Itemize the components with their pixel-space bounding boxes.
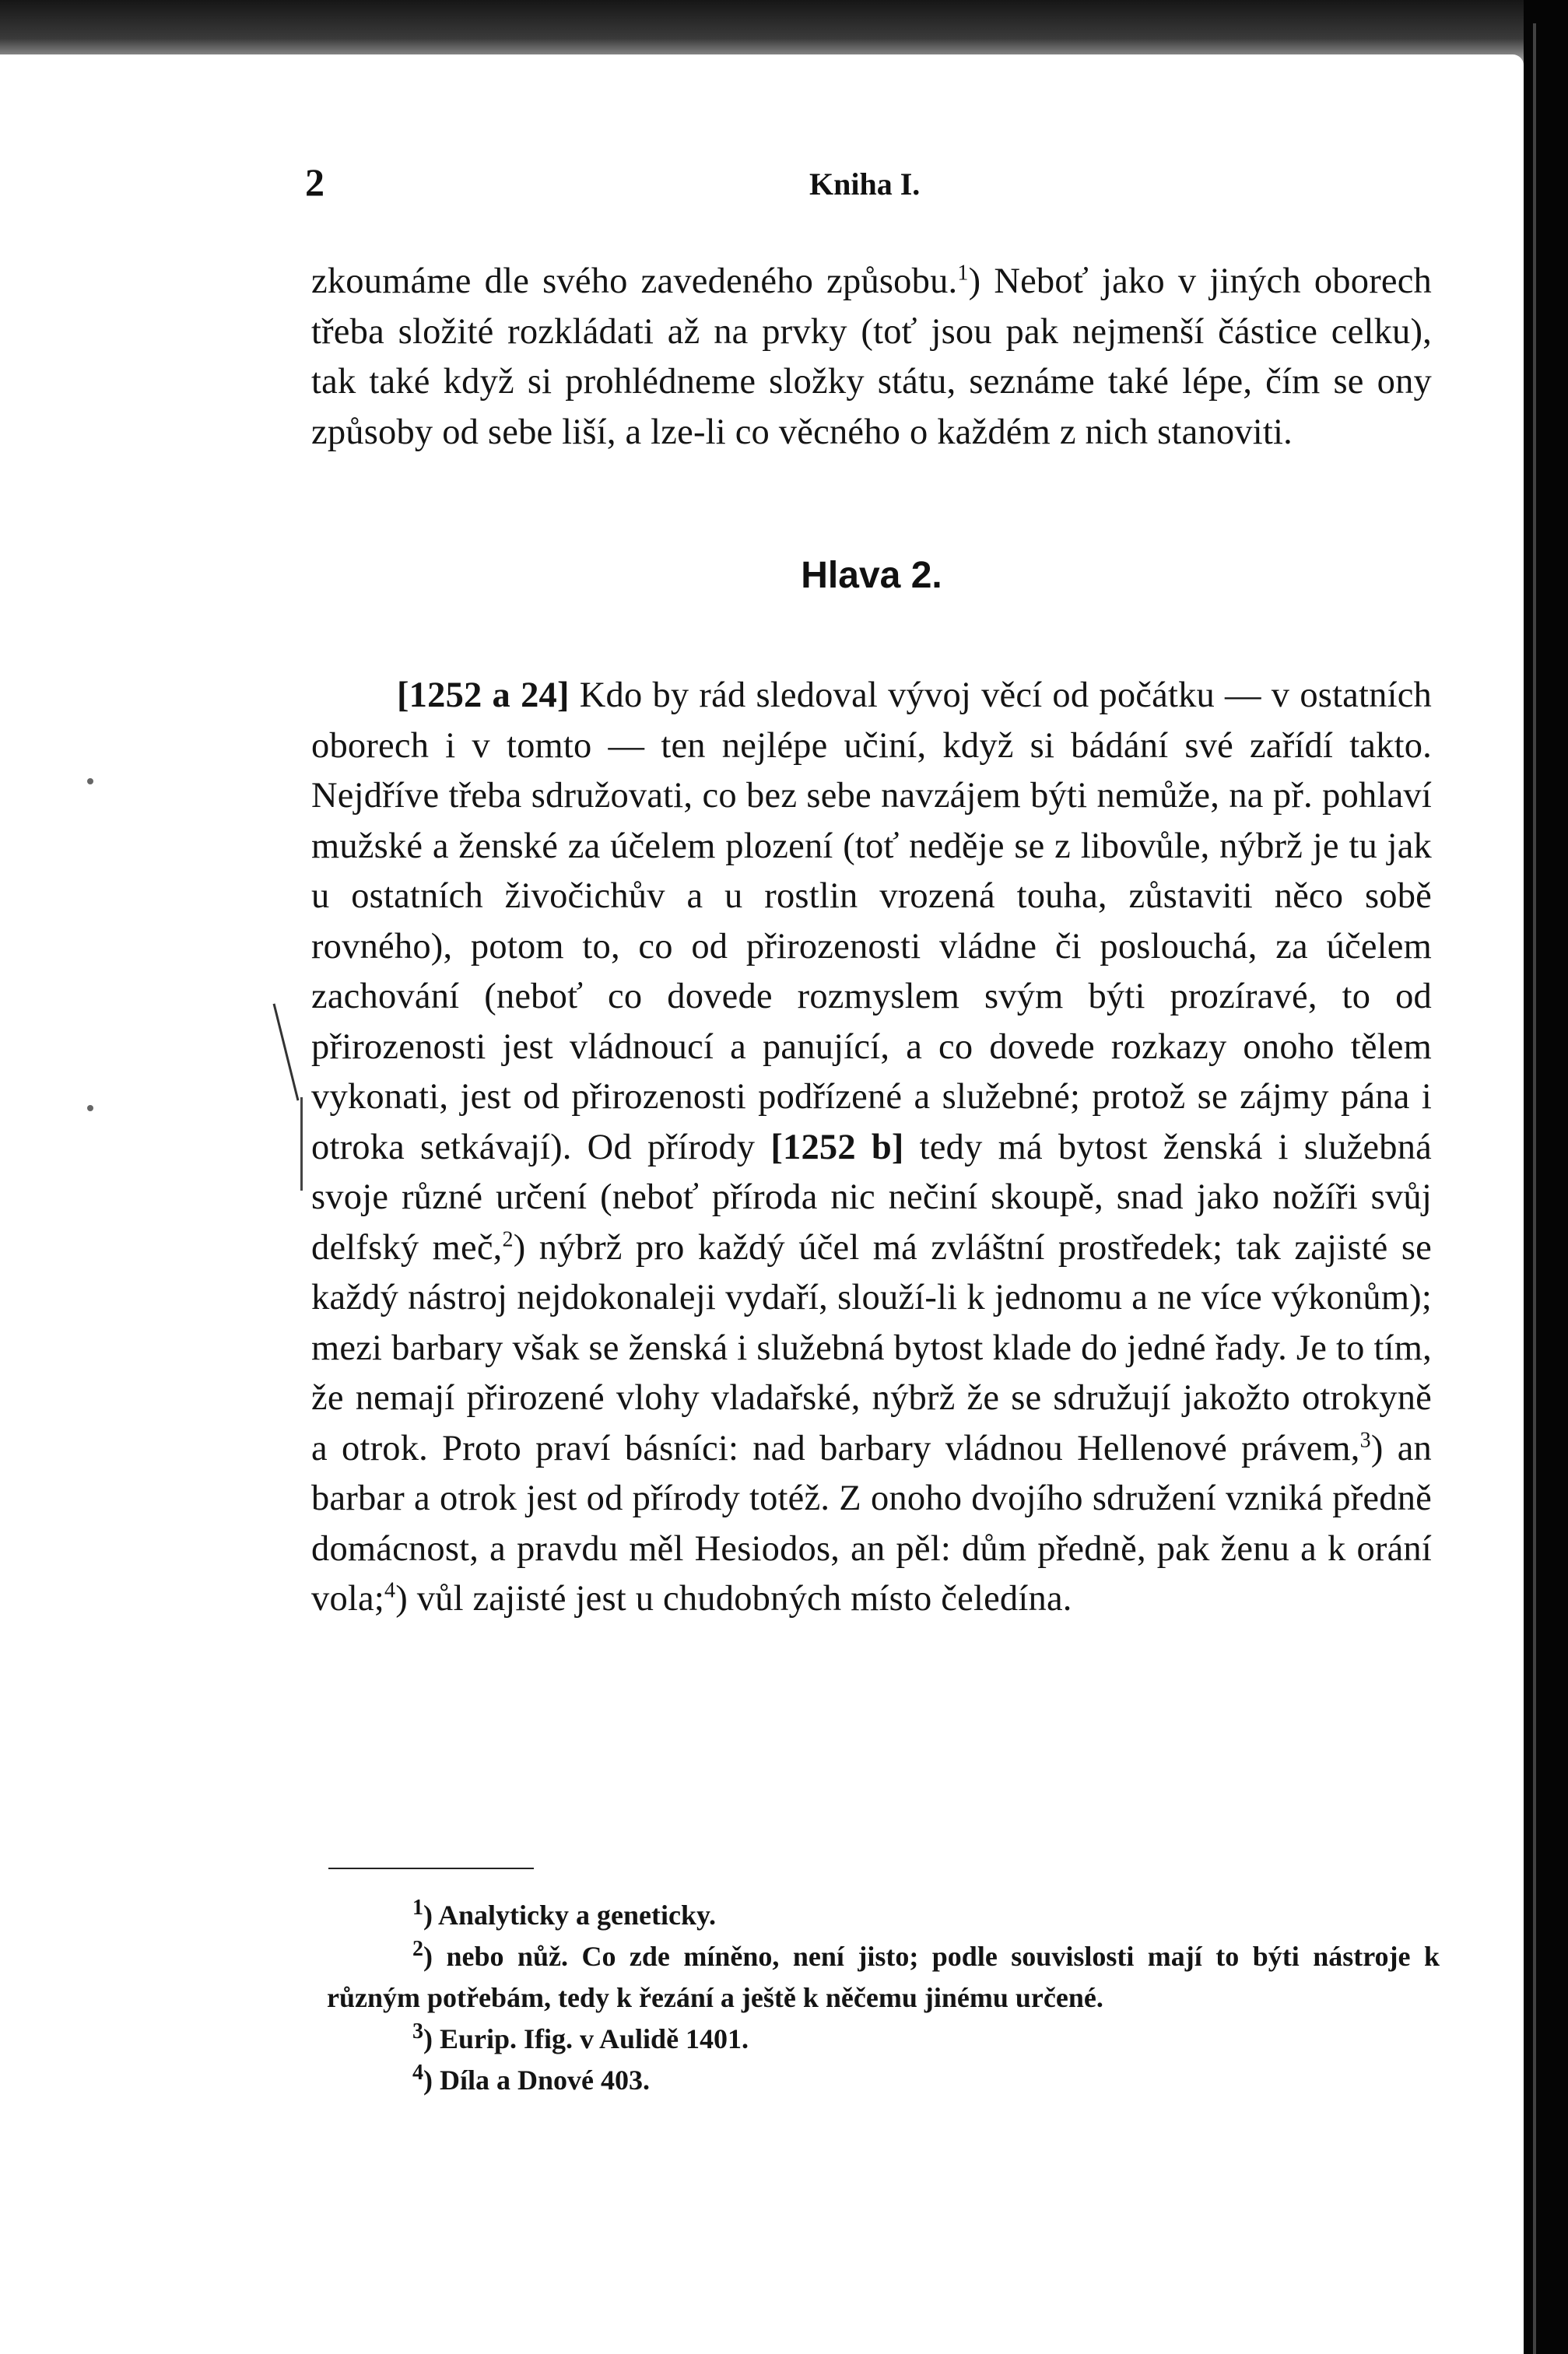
- footnote-4: [327, 2060, 1440, 2101]
- footnotes: [327, 1895, 1440, 2101]
- paragraph-intro: [311, 257, 1432, 458]
- footnote-text: ) nebo nůž. Co zde míněno, není jisto; podle souvislosti mají to býti nástroje k různým potřebám, tedy k řezání a ještě k něčemu jinému určené.: [327, 1941, 1440, 2013]
- running-head: Kniha I.: [809, 167, 921, 202]
- footnote-text: ) Analyticky a geneticky.: [423, 1900, 716, 1931]
- footnote-text: ) Eurip. Ifig. v Aulidě 1401.: [423, 2023, 749, 2054]
- footnote-text: ) Díla a Dnové 403.: [423, 2065, 650, 2096]
- page-number: 2: [305, 160, 324, 204]
- paragraph-text: tedy má bytost ženská i služebná svoje různé určení (neboť příroda nic nečiní skoupě, snad jako nožíři svůj delfský meč,: [311, 1127, 1432, 1268]
- footnote-1: [327, 1895, 1440, 1936]
- footnote-separator: [328, 1868, 534, 1869]
- paragraph-text: Kdo by rád sledoval vývoj věcí od počátku — v ostatních oborech i v tomto — ten nejlépe učiní, když si bádání své zařídí takto. Nejdříve třeba sdružovati, co bez sebe navzájem býti nemůže, na př. pohlaví mužské a ženské za účelem plození (toť neděje se z libovůle, nýbrž je tu jak u ostatních živočichův a u rostlin vrozená touha, zůstaviti něco sobě rovného), potom to, co od přirozenosti vládne či poslouchá, za účelem zachování (neboť co dovede rozmyslem svým býti prozíravé, to od přirozenosti jest vládnoucí a panující, a co dovede rozkazy onoho tělem vykonati, jest od přirozenosti podřízené a služebné; protož se zájmy pána i otroka setkávají). Od přírody: [311, 675, 1432, 1167]
- footnote-mark: 4: [412, 2061, 423, 2085]
- scan-speck: [87, 1105, 93, 1111]
- page-header: [305, 160, 1426, 214]
- footnote-ref: 1: [957, 261, 969, 286]
- chapter-heading: Hlava 2.: [801, 555, 942, 596]
- bekker-reference: [1252 a 24]: [397, 675, 570, 715]
- paragraph-text: ) vůl zajisté jest u chudobných místo čeledína.: [395, 1579, 1072, 1619]
- footnote-mark: 1: [412, 1896, 423, 1920]
- scan-speck: [87, 778, 93, 784]
- footnote-3: [327, 2019, 1440, 2060]
- footnote-mark: 3: [412, 2019, 423, 2044]
- footnote-mark: 2: [412, 1937, 423, 1961]
- pencil-margin-mark: [300, 1097, 303, 1191]
- footnote-ref: 2: [502, 1227, 514, 1251]
- paragraph-text: ) nýbrž pro každý účel má zvláštní prostředek; tak zajisté se každý nástroj nejdokonaleji vydaří, slouží-li k jednomu a ne více výkonům); mezi barbary však se ženská i služebná bytost klade do jedné řady. Je to tím, že nemají přirozené vlohy vladařské, nýbrž že se sdružují jakožto otrokyně a otrok. Proto praví básníci: nad barbary vládnou Hellenové právem,: [311, 1227, 1432, 1468]
- paragraph-text: ) an barbar a otrok jest od přírody totéž. Z onoho dvojího sdružení vzniká předně domácnost, a pravdu měl Hesiodos, an pěl: dům předně, pak ženu a k orání vola;: [311, 1428, 1432, 1619]
- paragraph-text: ) Neboť jako v jiných oborech třeba složité rozkládati až na prvky (toť jsou pak nejmenší částice celku), tak také když si prohlédneme složky státu, seznáme také lépe, čím se ony způsoby od sebe liší, a lze-li co věcného o každém z nich stanoviti.: [311, 261, 1433, 452]
- paragraph-text: zkoumáme dle svého zavedeného způsobu.: [311, 261, 958, 301]
- scan-right-edge: [1524, 0, 1568, 2354]
- paragraph-main: [311, 671, 1432, 1625]
- footnote-ref: 3: [1359, 1428, 1371, 1452]
- footnote-ref: 4: [384, 1578, 396, 1603]
- bekker-reference: [1252 b]: [770, 1127, 904, 1167]
- adjacent-page-edge: [1533, 23, 1536, 2354]
- footnote-2: [327, 1936, 1440, 2019]
